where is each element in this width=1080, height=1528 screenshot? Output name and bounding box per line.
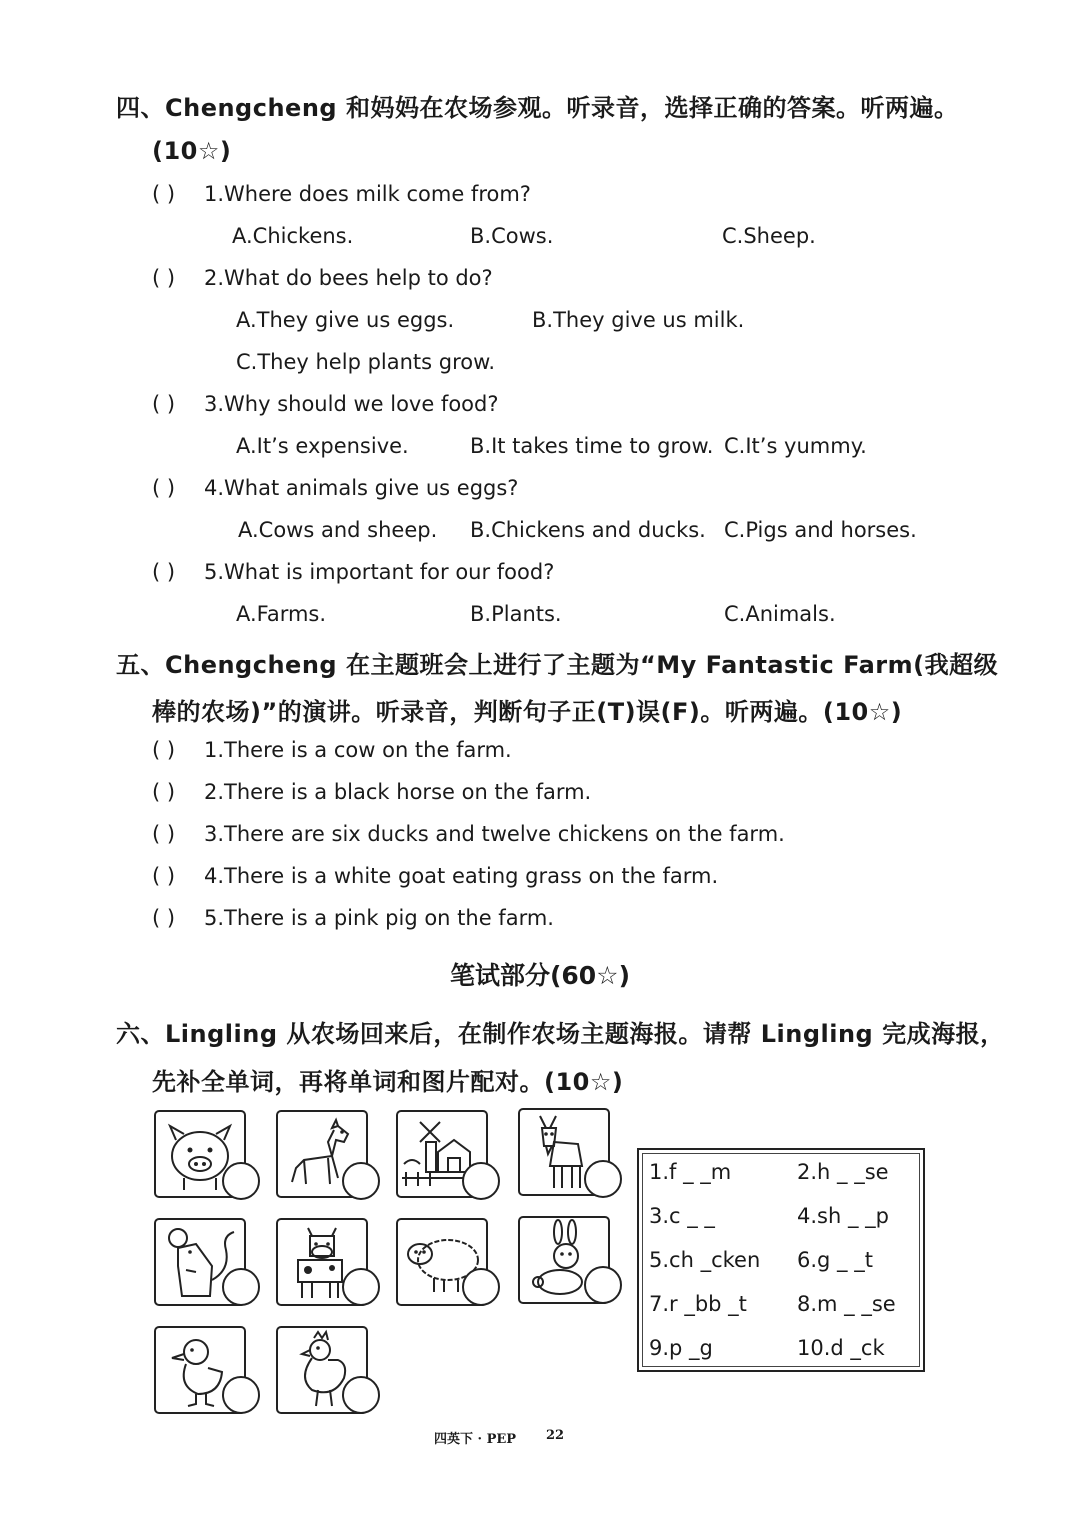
section4-title: 四、Chengcheng 和妈妈在农场参观。听录音，选择正确的答案。听两遍。 bbox=[116, 94, 959, 122]
section5-title-cont: 棒的农场)”的演讲。听录音，判断句子正(T)误(F)。听两遍。(10☆) bbox=[152, 698, 903, 726]
word-blank[interactable]: 10.d _ck bbox=[797, 1336, 885, 1360]
option-c: C.They help plants grow. bbox=[236, 350, 496, 374]
option-a: A.They give us eggs. bbox=[236, 308, 455, 332]
answer-circle[interactable] bbox=[584, 1160, 622, 1198]
answer-circle[interactable] bbox=[584, 1266, 622, 1304]
option-b: B.They give us milk. bbox=[532, 308, 745, 332]
option-a: A.Chickens. bbox=[232, 224, 354, 248]
answer-blank[interactable]: ( ) bbox=[152, 864, 176, 888]
word-blank[interactable]: 6.g _ _t bbox=[797, 1248, 873, 1272]
footer-label: 四英下 · PEP bbox=[434, 1432, 517, 1447]
statement-text: 5.There is a pink pig on the farm. bbox=[204, 906, 554, 930]
option-c: C.Sheep. bbox=[722, 224, 816, 248]
answer-circle[interactable] bbox=[222, 1268, 260, 1306]
statement-text: 3.There are six ducks and twelve chickens on the farm. bbox=[204, 822, 785, 846]
statement-text: 1.There is a cow on the farm. bbox=[204, 738, 512, 762]
word-blank[interactable]: 4.sh _ _p bbox=[797, 1204, 889, 1228]
word-box bbox=[637, 1148, 925, 1372]
section4-score: (10☆) bbox=[152, 137, 232, 165]
answer-blank[interactable]: ( ) bbox=[152, 560, 176, 584]
answer-blank[interactable]: ( ) bbox=[152, 822, 176, 846]
word-blank[interactable]: 3.c _ _ bbox=[649, 1204, 715, 1228]
answer-blank[interactable]: ( ) bbox=[152, 476, 176, 500]
word-blank[interactable]: 9.p _g bbox=[649, 1336, 713, 1360]
word-blank[interactable]: 2.h _ _se bbox=[797, 1160, 889, 1184]
word-blank[interactable]: 1.f _ _m bbox=[649, 1160, 732, 1184]
question-text: 1.Where does milk come from? bbox=[204, 182, 531, 206]
written-section-title: 笔试部分(60☆) bbox=[449, 961, 631, 990]
answer-circle[interactable] bbox=[462, 1268, 500, 1306]
answer-circle[interactable] bbox=[222, 1162, 260, 1200]
option-b: B.Cows. bbox=[470, 224, 554, 248]
option-b: B.Chickens and ducks. bbox=[470, 518, 706, 542]
section6-title-cont: 先补全单词，再将单词和图片配对。(10☆) bbox=[152, 1068, 624, 1096]
option-c: C.It’s yummy. bbox=[724, 434, 867, 458]
option-c: C.Animals. bbox=[724, 602, 836, 626]
section6-title: 六、Lingling 从农场回来后，在制作农场主题海报。请帮 Lingling 完成海报， bbox=[116, 1020, 1005, 1048]
answer-blank[interactable]: ( ) bbox=[152, 266, 176, 290]
question-text: 4.What animals give us eggs? bbox=[204, 476, 519, 500]
answer-blank[interactable]: ( ) bbox=[152, 182, 176, 206]
option-c: C.Pigs and horses. bbox=[724, 518, 917, 542]
answer-blank[interactable]: ( ) bbox=[152, 906, 176, 930]
answer-blank[interactable]: ( ) bbox=[152, 780, 176, 804]
question-text: 5.What is important for our food? bbox=[204, 560, 555, 584]
statement-text: 2.There is a black horse on the farm. bbox=[204, 780, 592, 804]
section5-title: 五、Chengcheng 在主题班会上进行了主题为“My Fantastic Farm(我超级 bbox=[116, 651, 999, 679]
option-a: A.It’s expensive. bbox=[236, 434, 409, 458]
word-blank[interactable]: 7.r _bb _t bbox=[649, 1292, 747, 1316]
answer-blank[interactable]: ( ) bbox=[152, 392, 176, 416]
question-text: 3.Why should we love food? bbox=[204, 392, 499, 416]
answer-circle[interactable] bbox=[462, 1162, 500, 1200]
option-a: A.Cows and sheep. bbox=[238, 518, 438, 542]
answer-circle[interactable] bbox=[342, 1268, 380, 1306]
answer-blank[interactable]: ( ) bbox=[152, 738, 176, 762]
page-number: 22 bbox=[546, 1428, 565, 1443]
word-blank[interactable]: 8.m _ _se bbox=[797, 1292, 896, 1316]
answer-circle[interactable] bbox=[222, 1376, 260, 1414]
option-a: A.Farms. bbox=[236, 602, 327, 626]
option-b: B.Plants. bbox=[470, 602, 562, 626]
question-text: 2.What do bees help to do? bbox=[204, 266, 493, 290]
answer-circle[interactable] bbox=[342, 1162, 380, 1200]
answer-circle[interactable] bbox=[342, 1376, 380, 1414]
word-blank[interactable]: 5.ch _cken bbox=[649, 1248, 761, 1272]
statement-text: 4.There is a white goat eating grass on the farm. bbox=[204, 864, 719, 888]
option-b: B.It takes time to grow. bbox=[470, 434, 714, 458]
